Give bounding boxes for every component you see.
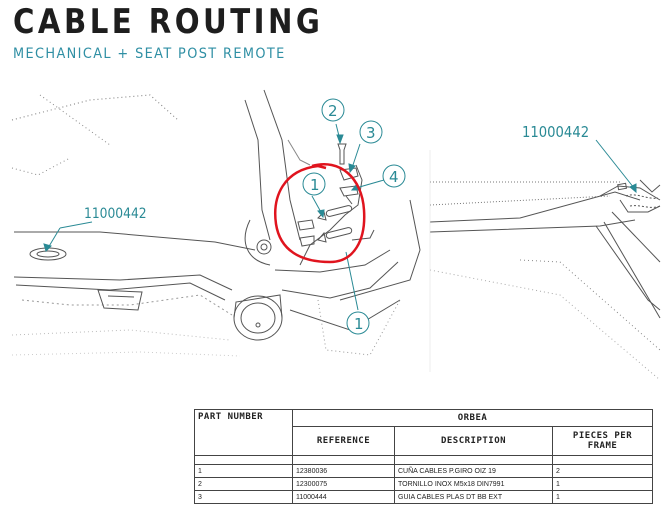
pieces-cell: 1 xyxy=(553,478,653,491)
table-row xyxy=(195,478,653,491)
callout-number-4: 4 xyxy=(389,168,399,186)
left-part-number-label: 11000442 xyxy=(84,206,147,223)
part-cell: 1 xyxy=(195,465,293,478)
parts-table xyxy=(194,409,653,504)
description-header: DESCRIPTION xyxy=(395,427,553,456)
page-title: CABLE ROUTING xyxy=(13,2,324,42)
right-frame-view xyxy=(430,180,660,380)
pieces-cell: 1 xyxy=(553,491,653,504)
pieces-header: PIECES PER FRAME xyxy=(553,427,653,456)
right-part-number-label: 11000442 xyxy=(522,124,590,142)
table-row xyxy=(195,465,653,478)
callout-number-1-top: 1 xyxy=(310,176,320,194)
description-cell: GUIA CABLES PLAS DT BB EXT xyxy=(395,491,553,504)
page-subtitle: MECHANICAL + SEAT POST REMOTE xyxy=(13,46,286,62)
callout-circles xyxy=(303,99,405,334)
reference-cell: 12380036 xyxy=(293,465,395,478)
table-row xyxy=(195,491,653,504)
callout-number-2: 2 xyxy=(328,102,338,120)
table-row xyxy=(195,456,653,465)
reference-cell: 11000444 xyxy=(293,491,395,504)
pieces-cell: 2 xyxy=(553,465,653,478)
brand-header: ORBEA xyxy=(293,410,653,427)
part-cell: 3 xyxy=(195,491,293,504)
right-callout-leader xyxy=(596,140,636,192)
reference-header: REFERENCE xyxy=(293,427,395,456)
part-cell: 2 xyxy=(195,478,293,491)
reference-cell: 12300075 xyxy=(293,478,395,491)
part-number-header: PART NUMBER xyxy=(195,410,293,456)
description-cell: CUÑA CABLES P.GIRO OIZ 19 xyxy=(395,465,553,478)
callout-number-1-bottom: 1 xyxy=(354,315,364,333)
description-cell: TORNILLO INOX M5x18 DIN7991 xyxy=(395,478,553,491)
callout-number-3: 3 xyxy=(366,124,376,142)
